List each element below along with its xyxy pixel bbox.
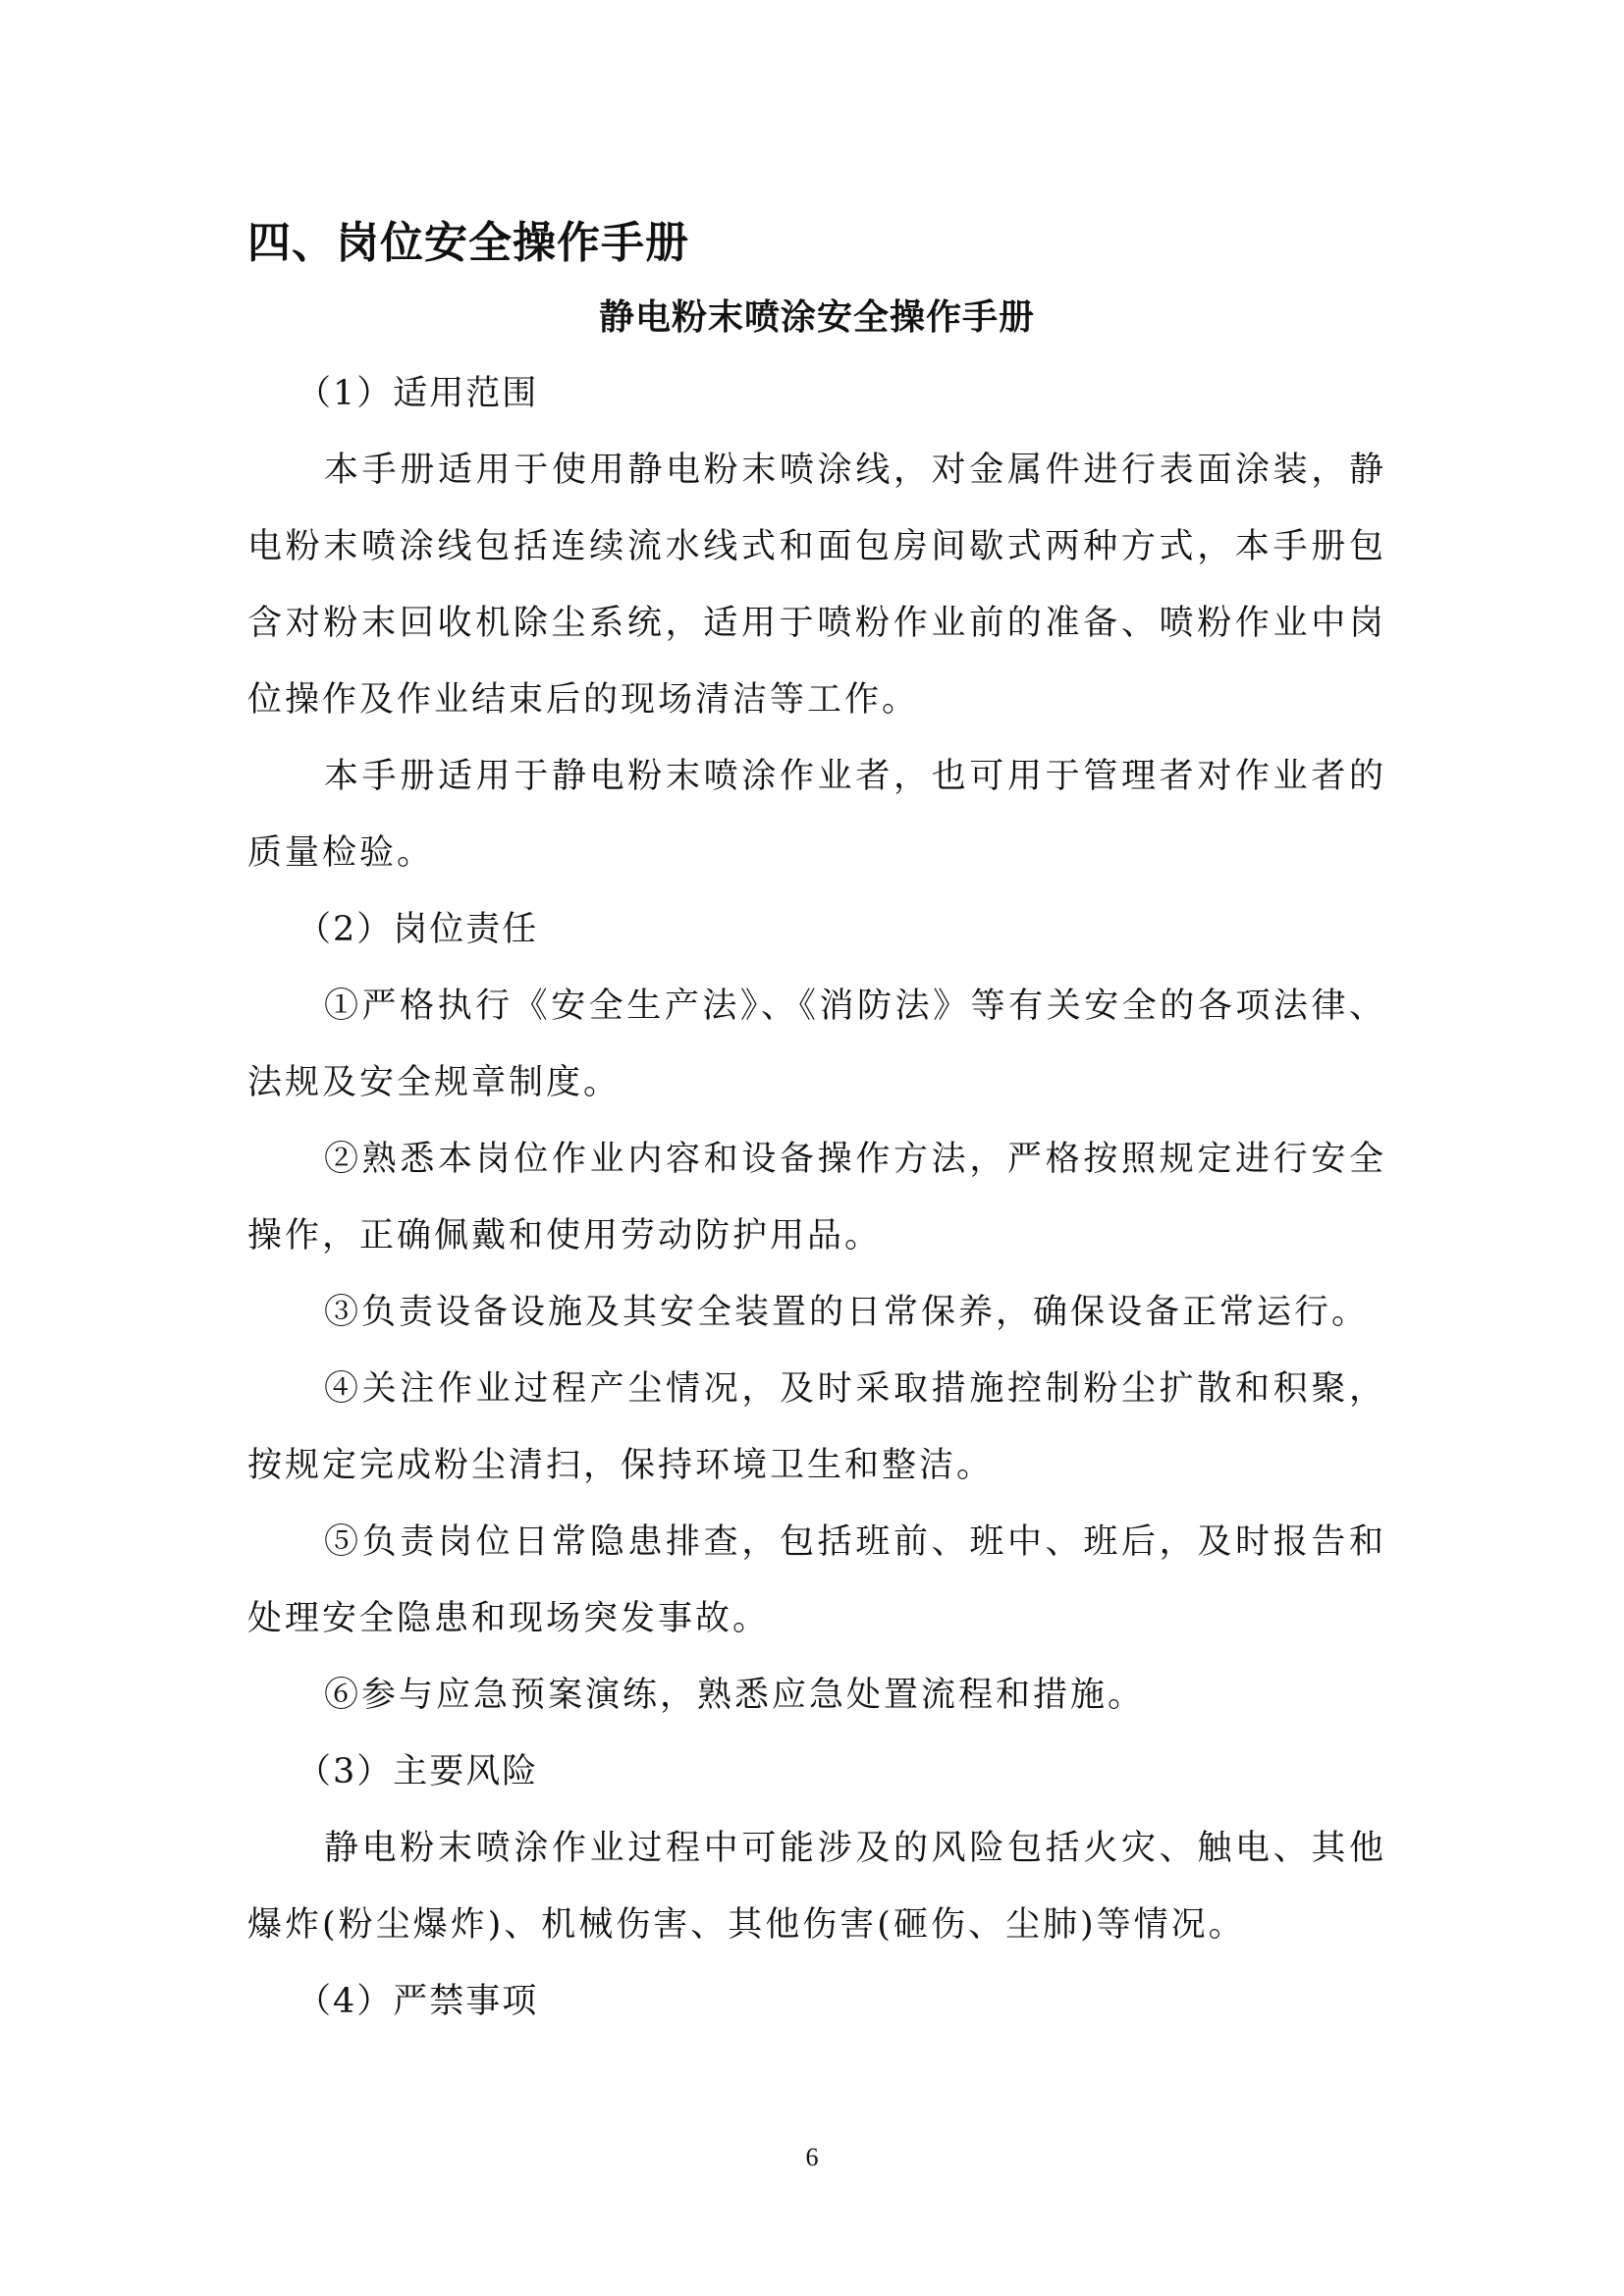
paragraph: 静电粉末喷涂作业过程中可能涉及的风险包括火灾、触电、其他爆炸(粉尘爆炸)、机械伤害、其他伤害(砸伤、尘肺)等情况。	[247, 1829, 1386, 1945]
paragraph: ④关注作业过程产尘情况，及时采取措施控制粉尘扩散和积聚，按规定完成粉尘清扫，保持环境卫生和整洁。	[247, 1369, 1386, 1485]
paragraph: 本手册适用于静电粉末喷涂作业者，也可用于管理者对作业者的质量检验。	[247, 757, 1386, 873]
section-heading: （3）主要风险	[297, 1752, 539, 1791]
section-heading: （2）岗位责任	[297, 910, 539, 949]
paragraph: ③负责设备设施及其安全装置的日常保养，确保设备正常运行。	[324, 1293, 1370, 1332]
section-scope	[247, 355, 1386, 891]
section-main-risks	[247, 1734, 1386, 1963]
paragraph: ⑥参与应急预案演练，熟悉应急处置流程和措施。	[324, 1676, 1146, 1715]
section-heading: （1）适用范围	[297, 374, 539, 413]
section-heading: （4）严禁事项	[297, 1982, 539, 2021]
section-prohibited-items	[247, 1963, 1386, 2040]
paragraph: ⑤负责岗位日常隐患排查，包括班前、班中、班后，及时报告和处理安全隐患和现场突发事故。	[247, 1522, 1386, 1638]
page-number: 6	[805, 2143, 819, 2171]
paragraph: ②熟悉本岗位作业内容和设备操作方法，严格按照规定进行安全操作，正确佩戴和使用劳动防护用品。	[247, 1140, 1386, 1255]
chapter-title: 四、岗位安全操作手册	[247, 218, 689, 268]
section-responsibility	[247, 891, 1386, 1734]
document-title: 静电粉末喷涂安全操作手册	[598, 297, 1035, 338]
paragraph: ①严格执行《安全生产法》、《消防法》等有关安全的各项法律、法规及安全规章制度。	[247, 987, 1386, 1102]
paragraph: 本手册适用于使用静电粉末喷涂线，对金属件进行表面涂装，静电粉末喷涂线包括连续流水线式和面包房间歇式两种方式，本手册包含对粉末回收机除尘系统，适用于喷粉作业前的准备、喷粉作业中岗位操作及作业结束后的现场清洁等工作。	[247, 451, 1386, 720]
page-content	[247, 206, 1386, 2040]
